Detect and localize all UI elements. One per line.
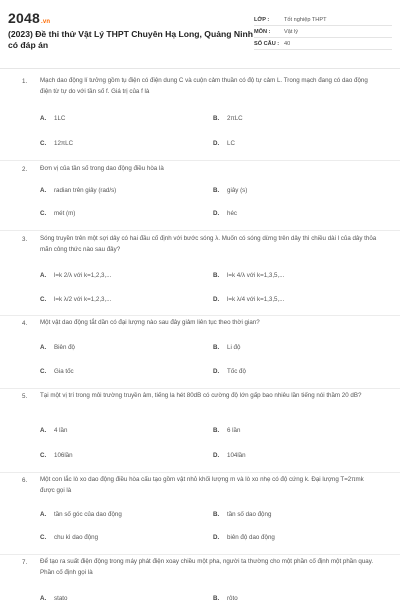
- answer-option[interactable]: [213, 595, 238, 600]
- answer-option[interactable]: [213, 511, 271, 518]
- option-letter: B.: [213, 595, 220, 600]
- option-text: rôto: [227, 595, 238, 600]
- question-divider: [0, 472, 400, 473]
- option-letter: A.: [40, 427, 47, 434]
- option-text: Li độ: [227, 344, 241, 351]
- option-text: tần số dao động: [227, 511, 272, 518]
- option-text: tần số góc của dao động: [54, 511, 122, 518]
- option-letter: C.: [40, 452, 47, 459]
- option-text: l=k λ/2 với k=1,2,3,...: [54, 296, 112, 303]
- question-number: 5.: [22, 393, 28, 400]
- answer-option[interactable]: [213, 452, 246, 459]
- question-number: 2.: [22, 166, 28, 173]
- question-divider: [0, 160, 400, 161]
- logo-sub: .vn: [40, 19, 51, 25]
- question-text: Một con lắc lò xo dao động điều hòa cấu tạo gồm vật nhỏ khối lượng m và lò xo nhẹ có độ cứng k. Đại lượng T=2πmk được gọi là: [40, 476, 364, 494]
- option-text: 106lần: [54, 452, 73, 459]
- answer-option[interactable]: [40, 511, 122, 518]
- meta-label: LỚP :: [254, 16, 270, 23]
- option-text: 6 lần: [227, 427, 241, 434]
- answer-option[interactable]: [213, 187, 247, 194]
- answer-option[interactable]: [213, 140, 235, 147]
- logo-main: 2048: [8, 10, 40, 26]
- answer-option[interactable]: [40, 272, 111, 279]
- option-letter: B.: [213, 115, 220, 122]
- option-letter: D.: [213, 296, 220, 303]
- question-number: 4.: [22, 320, 28, 327]
- option-text: LC: [227, 140, 235, 147]
- document-meta: [254, 14, 392, 50]
- option-letter: A.: [40, 272, 47, 279]
- option-text: Biên độ: [54, 344, 75, 351]
- option-letter: C.: [40, 534, 47, 541]
- answer-option[interactable]: [40, 595, 67, 600]
- question-text: Mạch dao động lí tưởng gồm tụ điện có điện dung C và cuộn cảm thuần có độ tự cảm L. Trong mạch đang có dao động điện từ tự do với tần số f. Giá trị của f là: [40, 77, 368, 95]
- option-letter: C.: [40, 210, 47, 217]
- option-letter: B.: [213, 187, 220, 194]
- answer-option[interactable]: [213, 296, 284, 303]
- question-text: Một vật dao động tắt dần có đại lượng nào sau đây giảm liên tục theo thời gian?: [40, 319, 260, 326]
- question-divider: [0, 230, 400, 231]
- option-letter: D.: [213, 140, 220, 147]
- option-text: 2πLC: [227, 115, 243, 122]
- answer-option[interactable]: [40, 140, 73, 147]
- option-text: 104lần: [227, 452, 246, 459]
- meta-row-class: [254, 14, 392, 26]
- option-letter: A.: [40, 115, 47, 122]
- meta-label: MÔN :: [254, 28, 271, 35]
- meta-value: Vật lý: [284, 28, 298, 35]
- option-text: 12πLC: [54, 140, 74, 147]
- answer-option[interactable]: [213, 534, 275, 541]
- answer-option[interactable]: [40, 115, 65, 122]
- option-text: l=k 4/λ với k=1,3,5,...: [227, 272, 285, 279]
- question-text: Để tạo ra suất điện động trong máy phát điện xoay chiều một pha, người ta thường cho một phần cố định một phần quay. Phần cố định gọi là: [40, 558, 374, 576]
- option-text: stato: [54, 595, 68, 600]
- option-text: 1LC: [54, 115, 66, 122]
- site-logo[interactable]: [8, 10, 50, 26]
- meta-value: Tốt nghiệp THPT: [284, 16, 327, 23]
- answer-option[interactable]: [40, 187, 116, 194]
- question-number: 1.: [22, 78, 28, 85]
- answer-option[interactable]: [213, 368, 246, 375]
- option-text: chu kì dao động: [54, 534, 99, 541]
- answer-option[interactable]: [40, 452, 73, 459]
- option-letter: B.: [213, 427, 220, 434]
- option-text: biên độ dao động: [227, 534, 275, 541]
- header-divider: [0, 68, 400, 69]
- answer-option[interactable]: [40, 344, 75, 351]
- option-letter: C.: [40, 368, 47, 375]
- answer-option[interactable]: [40, 210, 75, 217]
- answer-option[interactable]: [213, 115, 243, 122]
- option-letter: A.: [40, 344, 47, 351]
- option-letter: A.: [40, 595, 47, 600]
- question-number: 7.: [22, 559, 28, 566]
- question-number: 6.: [22, 477, 28, 484]
- option-letter: D.: [213, 534, 220, 541]
- option-letter: A.: [40, 511, 47, 518]
- option-text: mét (m): [54, 210, 76, 217]
- answer-option[interactable]: [213, 272, 284, 279]
- answer-option[interactable]: [40, 296, 111, 303]
- option-text: giây (s): [227, 187, 248, 194]
- option-text: radian trên giây (rad/s): [54, 187, 117, 194]
- answer-option[interactable]: [213, 427, 240, 434]
- question-divider: [0, 388, 400, 389]
- answer-option[interactable]: [213, 210, 237, 217]
- option-text: l=k λ/4 với k=1,3,5,...: [227, 296, 285, 303]
- document-title: (2023) Đề thi thử Vật Lý THPT Chuyên Hạ Long, Quảng Ninh có đáp án: [8, 29, 253, 50]
- question-divider: [0, 554, 400, 555]
- document-header: [0, 0, 400, 66]
- option-letter: B.: [213, 272, 220, 279]
- meta-label: SỐ CÂU :: [254, 40, 280, 47]
- option-letter: A.: [40, 187, 47, 194]
- option-text: Gia tốc: [54, 368, 74, 375]
- answer-option[interactable]: [40, 534, 98, 541]
- answer-option[interactable]: [40, 368, 74, 375]
- option-text: héc: [227, 210, 237, 217]
- meta-row-count: [254, 38, 392, 50]
- question-text: Đơn vị của tần số trong dao động điều hòa là: [40, 165, 164, 172]
- answer-option[interactable]: [40, 427, 67, 434]
- option-letter: B.: [213, 511, 220, 518]
- answer-option[interactable]: [213, 344, 240, 351]
- question-text: Tại một vị trí trong môi trường truyền âm, tiếng la hét 80dB có cường độ lớn gấp bao nhiêu lần tiếng nói thầm 20 dB?: [40, 392, 362, 399]
- option-text: 4 lần: [54, 427, 68, 434]
- option-letter: C.: [40, 140, 47, 147]
- question-number: 3.: [22, 236, 28, 243]
- question-text: Sóng truyền trên một sợi dây có hai đầu cố định với bước sóng λ. Muốn có sóng dừng trên dây thì chiều dài l của dây thỏa mãn công thức nào sau đây?: [40, 235, 377, 253]
- option-letter: D.: [213, 210, 220, 217]
- question-divider: [0, 315, 400, 316]
- option-text: Tốc độ: [227, 368, 246, 375]
- meta-row-subject: [254, 26, 392, 38]
- option-letter: B.: [213, 344, 220, 351]
- meta-value: 40: [284, 40, 291, 47]
- option-text: l=k 2/λ với k=1,2,3,...: [54, 272, 112, 279]
- option-letter: D.: [213, 368, 220, 375]
- option-letter: D.: [213, 452, 220, 459]
- option-letter: C.: [40, 296, 47, 303]
